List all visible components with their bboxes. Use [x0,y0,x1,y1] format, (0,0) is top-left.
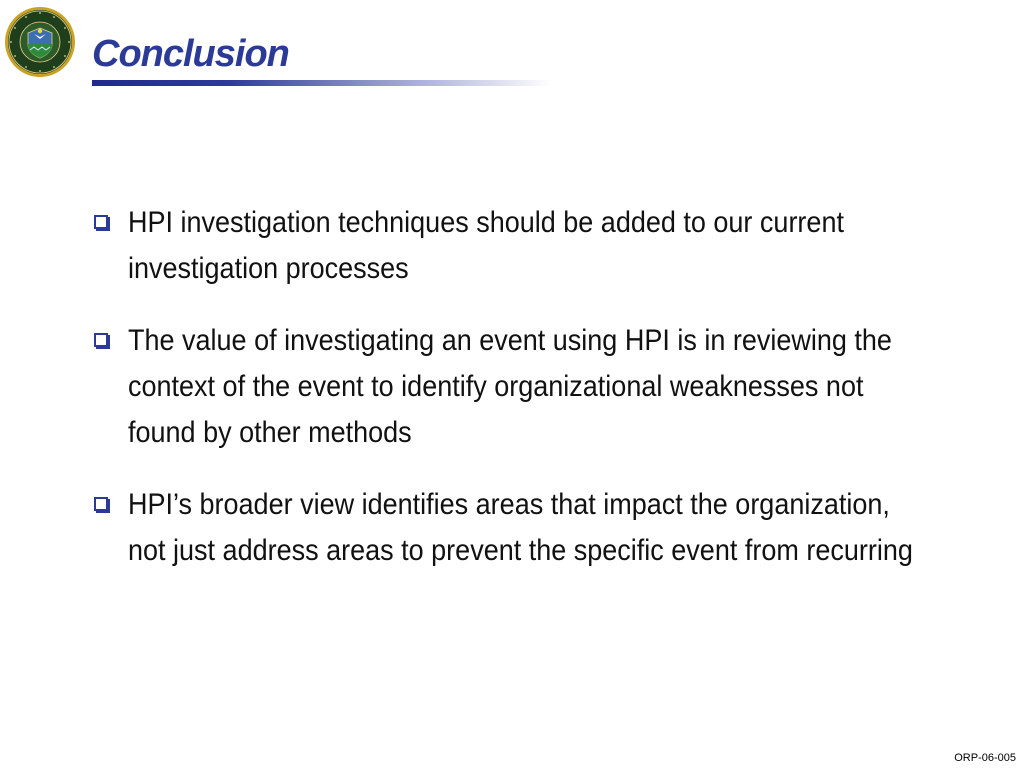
square-bullet-icon [94,497,108,511]
document-code: ORP-06-005 [954,752,1016,764]
bullet-text: HPI’s broader view identifies areas that impact the organization, not just address areas to prevent the specific event from recurring [128,488,913,567]
list-item [94,482,1014,574]
list-item [94,200,1014,292]
bullet-list [94,200,1014,600]
bullet-text: The value of investigating an event using HPI is in reviewing the context of the event to identify organizational weaknesses not found by other methods [128,324,892,449]
square-bullet-icon [94,215,108,229]
title-underline [92,80,552,86]
doe-seal-icon [4,6,76,78]
square-bullet-icon [94,333,108,347]
slide-title: Conclusion [92,33,289,75]
list-item [94,318,1014,456]
bullet-text: HPI investigation techniques should be added to our current investigation processes [128,206,844,285]
